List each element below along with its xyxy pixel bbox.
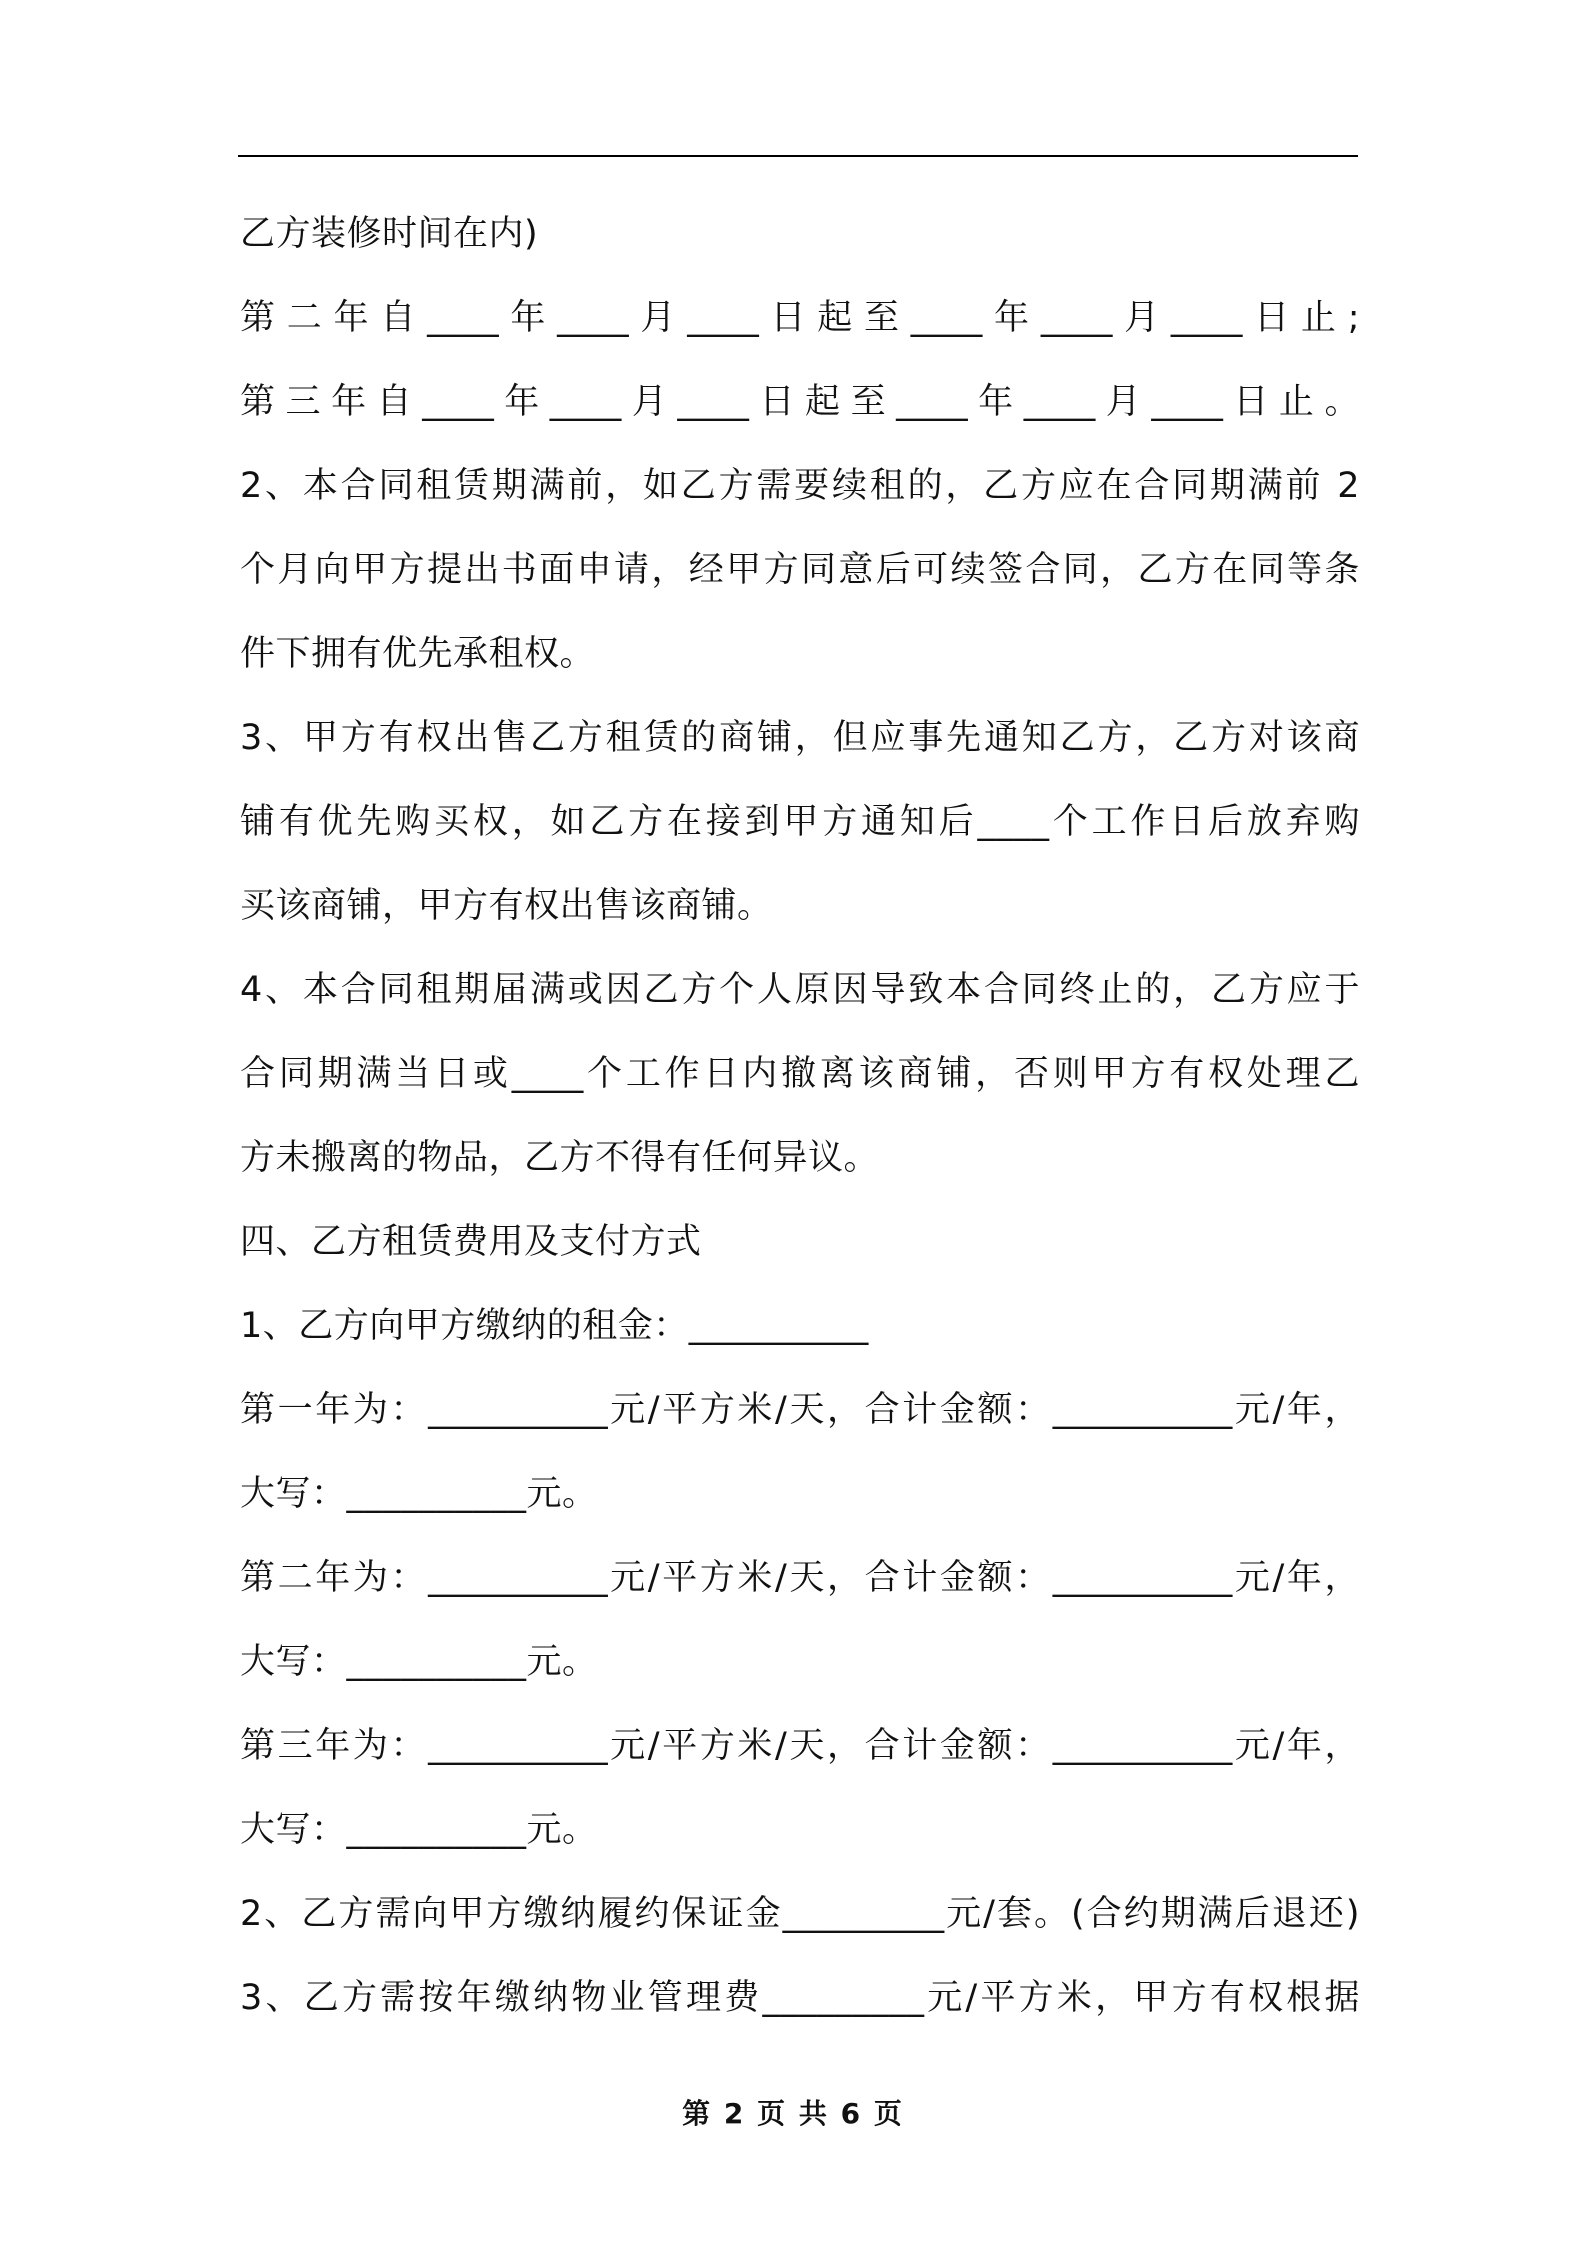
paragraph-line: 铺有优先购买权，如乙方在接到甲方通知后____个工作日后放弃购 <box>240 802 1360 842</box>
paragraph-line: 大写：__________元。 <box>240 1474 598 1514</box>
section-heading: 四、乙方租赁费用及支付方式 <box>240 1222 702 1262</box>
paragraph-line: 第二年自____年____月____日起至____年____月____日止; <box>240 298 1360 338</box>
paragraph-line: 第一年为：__________元/平方米/天，合计金额：__________元/年， <box>240 1390 1360 1430</box>
paragraph-line: 3、乙方需按年缴纳物业管理费_________元/平方米，甲方有权根据 <box>240 1978 1360 2018</box>
paragraph-line: 大写：__________元。 <box>240 1810 598 1850</box>
page-number-footer: 第 2 页 共 6 页 <box>682 2097 904 2130</box>
paragraph-line: 2、本合同租赁期满前，如乙方需要续租的，乙方应在合同期满前 2 <box>240 466 1360 506</box>
paragraph-line: 第二年为：__________元/平方米/天，合计金额：__________元/年， <box>240 1558 1360 1598</box>
paragraph-line: 合同期满当日或____个工作日内撤离该商铺，否则甲方有权处理乙 <box>240 1054 1360 1094</box>
paragraph-line: 1、乙方向甲方缴纳的租金：__________ <box>240 1306 869 1346</box>
paragraph-line: 第三年自____年____月____日起至____年____月____日止。 <box>240 382 1360 422</box>
paragraph-line: 个月向甲方提出书面申请，经甲方同意后可续签合同，乙方在同等条 <box>240 550 1360 590</box>
header-rule <box>238 155 1358 157</box>
paragraph-line: 4、本合同租期届满或因乙方个人原因导致本合同终止的，乙方应于 <box>240 970 1360 1010</box>
paragraph-line: 3、甲方有权出售乙方租赁的商铺，但应事先通知乙方，乙方对该商 <box>240 718 1360 758</box>
paragraph-line: 乙方装修时间在内) <box>240 214 539 254</box>
paragraph-line: 件下拥有优先承租权。 <box>240 634 596 674</box>
paragraph-line: 2、乙方需向甲方缴纳履约保证金_________元/套。(合约期满后退还) <box>240 1894 1360 1934</box>
paragraph-line: 大写：__________元。 <box>240 1642 598 1682</box>
document-body <box>240 192 1360 2040</box>
paragraph-line: 方未搬离的物品，乙方不得有任何异议。 <box>240 1138 880 1178</box>
paragraph-line: 第三年为：__________元/平方米/天，合计金额：__________元/年， <box>240 1726 1360 1766</box>
paragraph-line: 买该商铺，甲方有权出售该商铺。 <box>240 886 773 926</box>
